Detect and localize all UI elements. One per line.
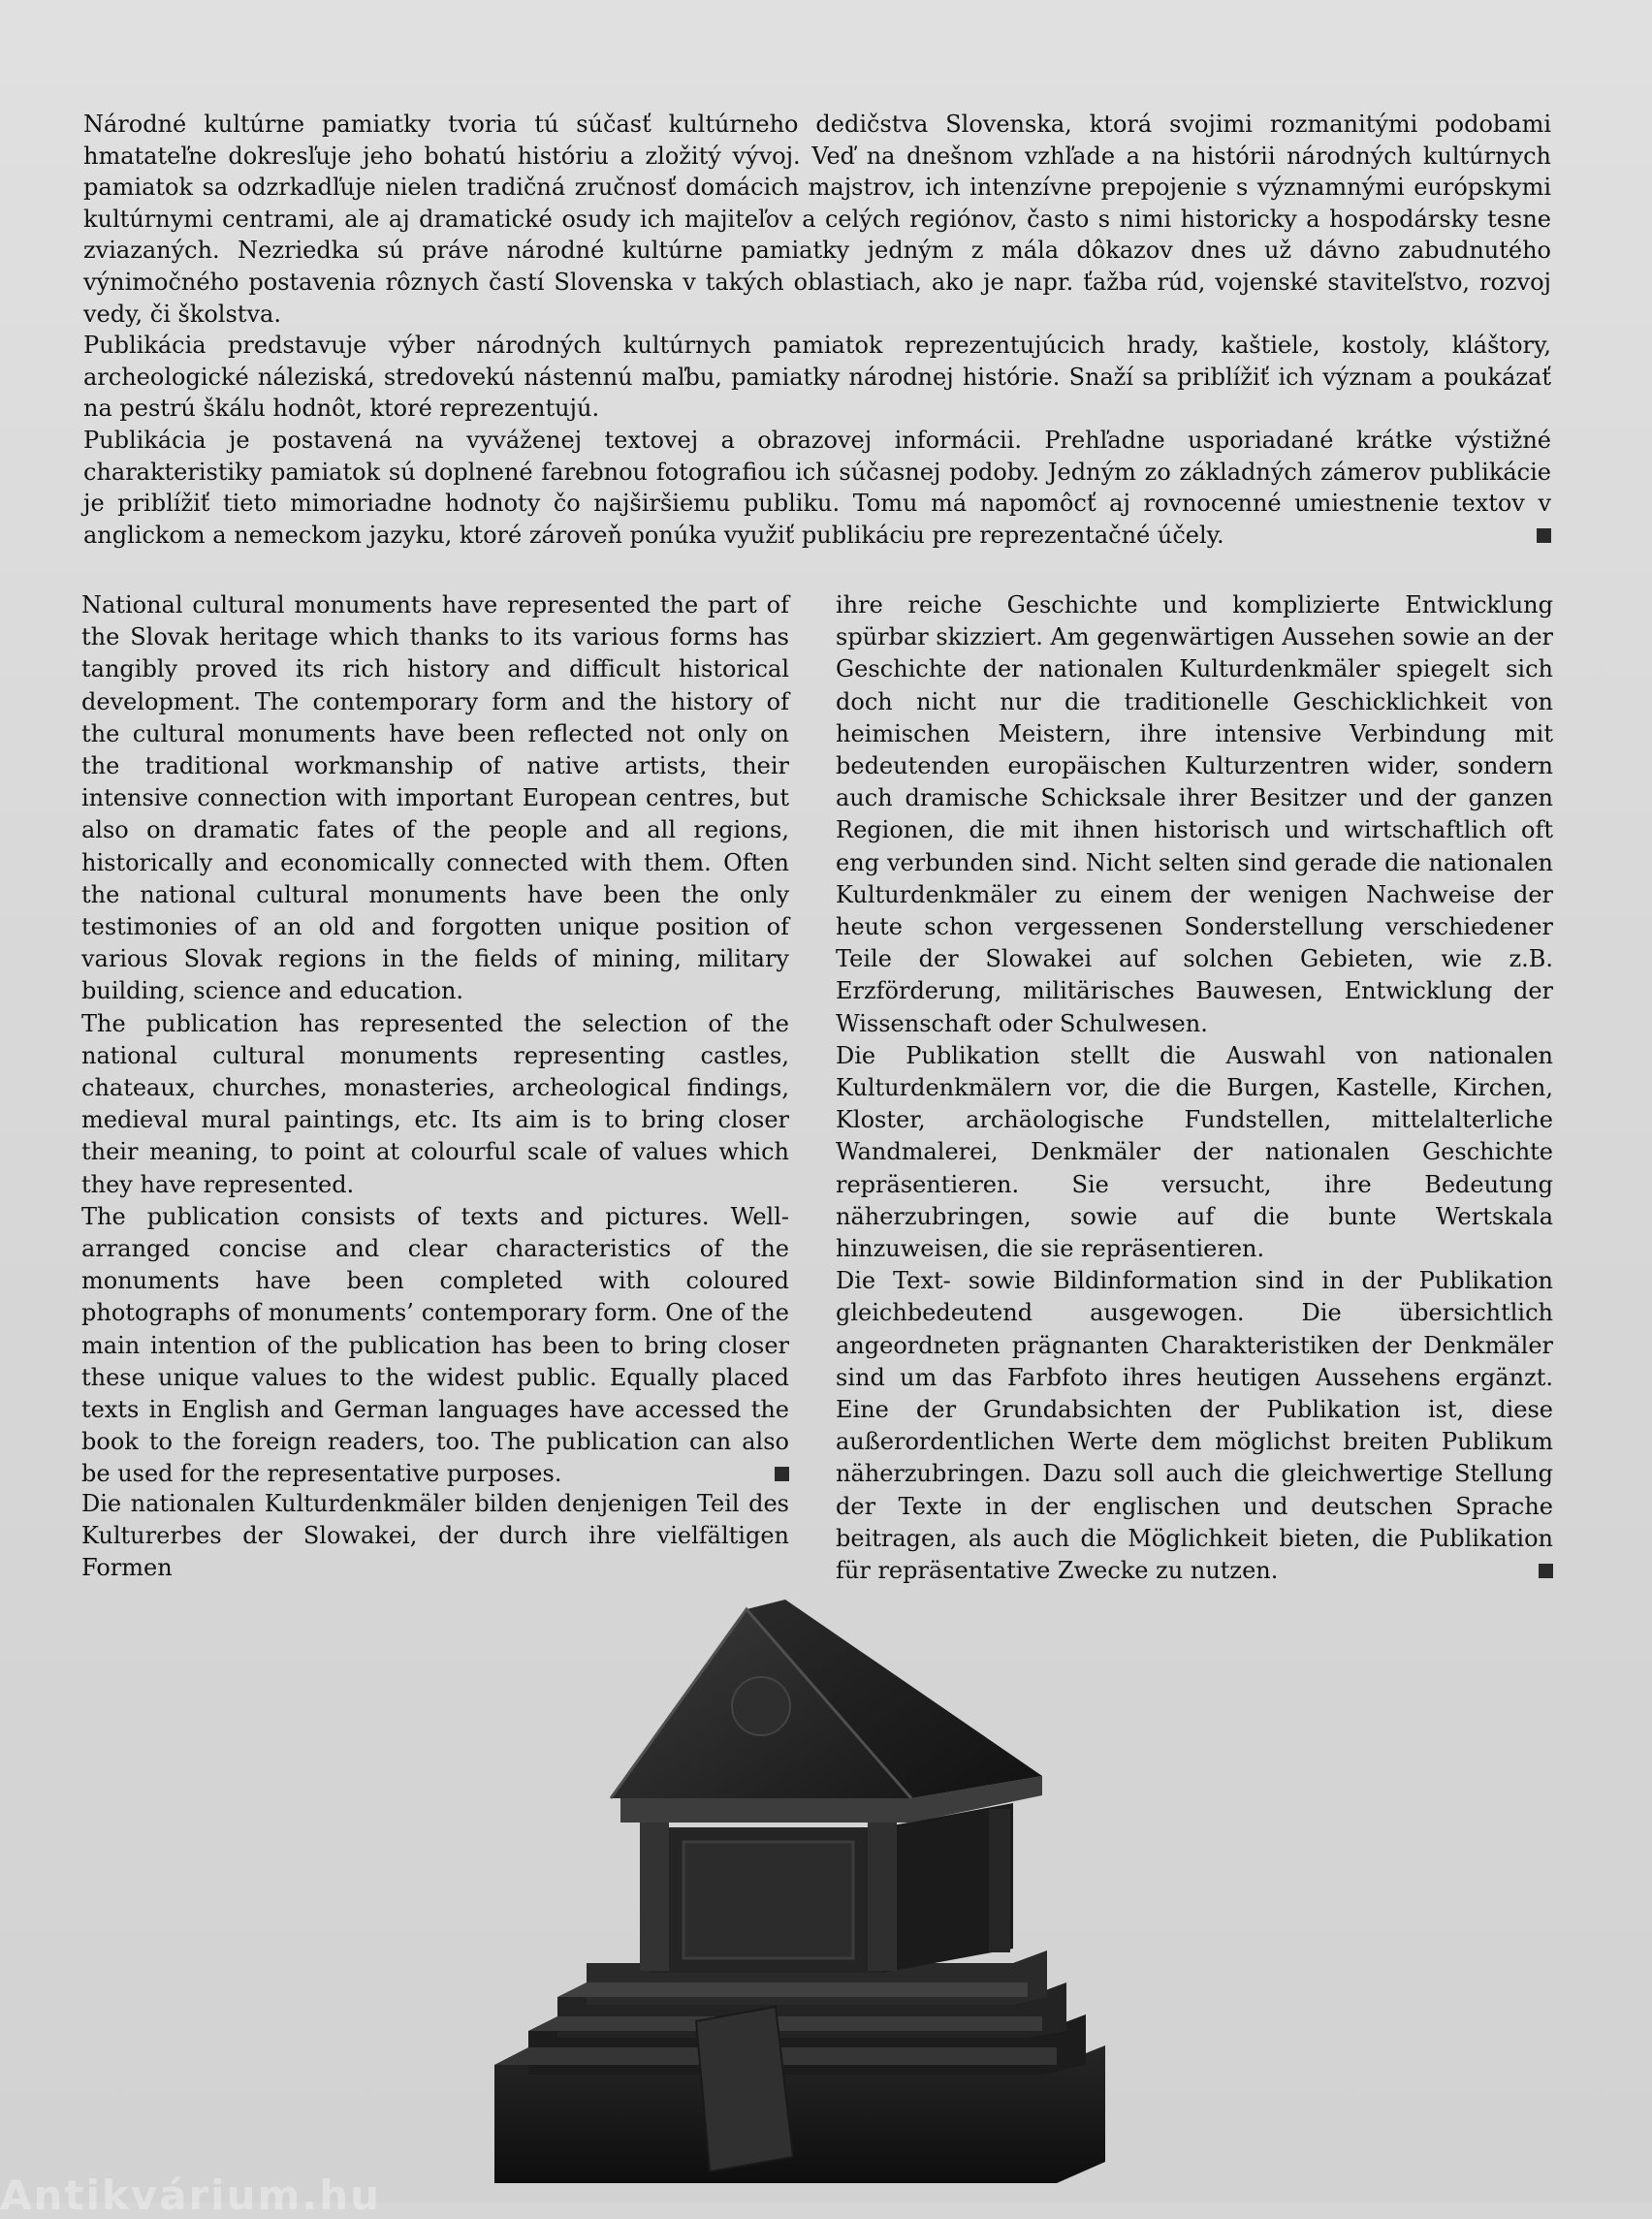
german-paragraph-2: Die Publikation stellt die Auswahl von nationalen Kulturdenkmälern vor, die die Burgen, Kastelle, Kirchen, Kloster, archäologische Fundstellen, mittelalterliche Wandmalerei, Denkmäler der nationalen Geschichte repräsentieren. Sie versucht, ihre Bedeutung näherzubringen, sowie auf die bunte Wertskala hinzuweisen, die sie repräsentieren. (836, 1041, 1553, 1263)
tomb-monument-image (485, 1590, 1163, 2191)
end-square-icon (1539, 1564, 1553, 1578)
step-ledge-3 (557, 1982, 1028, 1997)
column-left (640, 1821, 669, 1971)
english-paragraph-1: National cultural monuments have represented the part of the Slovak heritage which thanks to its various forms has tangibly proved its rich history and difficult historical development. The contemporary form and the history of the cultural monuments have been reflected not only on the traditional workmanship of native artists, their intensive connection with important European centres, but also on dramatic fates of the people and all regions, historically and economically connected with them. Often the national cultural monuments have been the only testimonies of an old and forgotten unique position of various Slovak regions in the fields of mining, military building, science and education. (81, 591, 789, 1005)
inscription-slab (696, 2007, 793, 2171)
german-paragraph-3-text: Die Text- sowie Bildinformation sind in der Publikation gleichbedeutend ausgewogen. Die übersichtlich angeordneten prägnanten Charakteristiken der Denkmäler sind um das Farbfoto ihres heutigen Aussehens ergänzt. Eine der Grundabsichten der Publikation ist, diese außerordentlichen Werte dem möglichst breiten Publikum näherzubringen. Dazu soll auch die gleichwertige Stellung der Texte in der englischen und deutschen Sprache beitragen, als auch die Möglichkeit bieten, die Publikation für repräsentative Zwecke zu nutzen. (836, 1267, 1553, 1585)
english-paragraph-3 (81, 1201, 789, 1491)
german-text-column (836, 589, 1553, 1587)
english-text-column (81, 589, 789, 1491)
english-paragraph-3-text: The publication consists of texts and pictures. Well-arranged concise and clear characteristics of the monuments have been completed with coloured photographs of monuments’ contemporary form. One of the main intention of the publication has been to bring closer these unique values to the widest public. Equally placed texts in English and German languages have accessed the book to the foreign readers, too. The publication can also be used for the representative purposes. (81, 1202, 789, 1488)
english-paragraph-2: The publication has represented the selection of the national cultural monuments representing castles, chateaux, churches, monasteries, archeological findings, medieval mural paintings, etc. Its aim is to bring closer their meaning, to point at colourful scale of values which they have represented. (81, 1009, 789, 1198)
slovak-paragraph-1: Národné kultúrne pamiatky tvoria tú súčasť kultúrneho dedičstva Slovenska, ktorá svojimi rozmanitými podobami hmatateľne dokresľuje jeho bohatú históriu a zložitý vývoj. Veď na dnešnom vzhľade a na histórii národných kultúrnych pamiatok sa odzrkadľuje nielen tradičná zručnosť domácich majstrov, ich intenzívne prepojenie s významnými európskymi kultúrnymi centrami, ale aj dramatické osudy ich majiteľov a celých regiónov, často s nimi historicky a hospodársky tesne zviazaných. Nezriedka sú práve národné kultúrne pamiatky jedným z mála dôkazov dnes už dávno zabudnutého výnimočného postavenia rôznych častí Slovenska v takých oblastiach, ako je napr. ťažba rúd, vojenské staviteľstvo, rozvoj vedy, či školstva. (83, 111, 1551, 328)
column-right (868, 1821, 897, 1971)
step-ledge-2 (528, 2016, 1042, 2031)
end-square-icon (1537, 528, 1551, 543)
slovak-paragraph-3 (83, 425, 1551, 551)
german-text-start (81, 1488, 789, 1585)
german-paragraph-1-continued: ihre reiche Geschichte und komplizierte Entwicklung spürbar skizziert. Am gegenwärtigen Aussehen sowie an der Geschichte der nationalen Kulturdenkmäler spiegelt sich doch nicht nur die traditionelle Geschicklichkeit von heimischen Meistern, ihre intensive Verbindung mit bedeutenden europäischen Kulturzentren wider, sondern auch dramische Schicksale ihrer Besitzer und der ganzen Regionen, die mit ihnen historisch und wirtschaftlich oft eng verbunden sind. Nicht selten sind gerade die nationalen Kulturdenkmäler zu einem der wenigen Nachweise der heute schon vergessenen Sonderstellung verschiedener Teile der Slowakei auf solchen Gebieten, wie z.B. Erzförderung, militärisches Bauwesen, Entwicklung der Wissenschaft oder Schulwesen. (836, 591, 1553, 1037)
german-paragraph-3 (836, 1265, 1553, 1587)
slovak-text-block (83, 109, 1551, 551)
end-square-icon (775, 1467, 789, 1481)
watermark-text: Antikvárium.hu (0, 2171, 382, 2219)
column-far (989, 1809, 1010, 1952)
german-paragraph-1-start: Die nationalen Kulturdenkmäler bilden denjenigen Teil des Kulturerbes der Slowakei, der durch ihre vielfältigen Formen (81, 1490, 789, 1582)
slovak-paragraph-2: Publikácia predstavuje výber národných kultúrnych pamiatok reprezentujúcich hrady, kaštiele, kostoly, kláštory, archeologické náleziská, stredovekú nástennú maľbu, pamiatky národnej histórie. Snaží sa priblížiť ich význam a poukázať na pestrú škálu hodnôt, ktoré reprezentujú. (83, 332, 1551, 423)
relief-panel (683, 1842, 853, 1958)
slovak-paragraph-3-text: Publikácia je postavená na vyváženej textovej a obrazovej informácii. Prehľadne usporiadané krátke výstižné charakteristiky pamiatok sú doplnené farebnou fotografiou ich súčasnej podoby. Jedným zo základných zámerov publikácie je priblížiť tieto mimoriadne hodnoty čo najširšiemu publiku. Tomu má napomôcť aj rovnocenné umiestnenie textov v anglickom a nemeckom jazyku, ktoré zároveň ponúka využiť publikáciu pre reprezentačné účely. (83, 426, 1551, 549)
roof-relief-figure (732, 1677, 790, 1735)
